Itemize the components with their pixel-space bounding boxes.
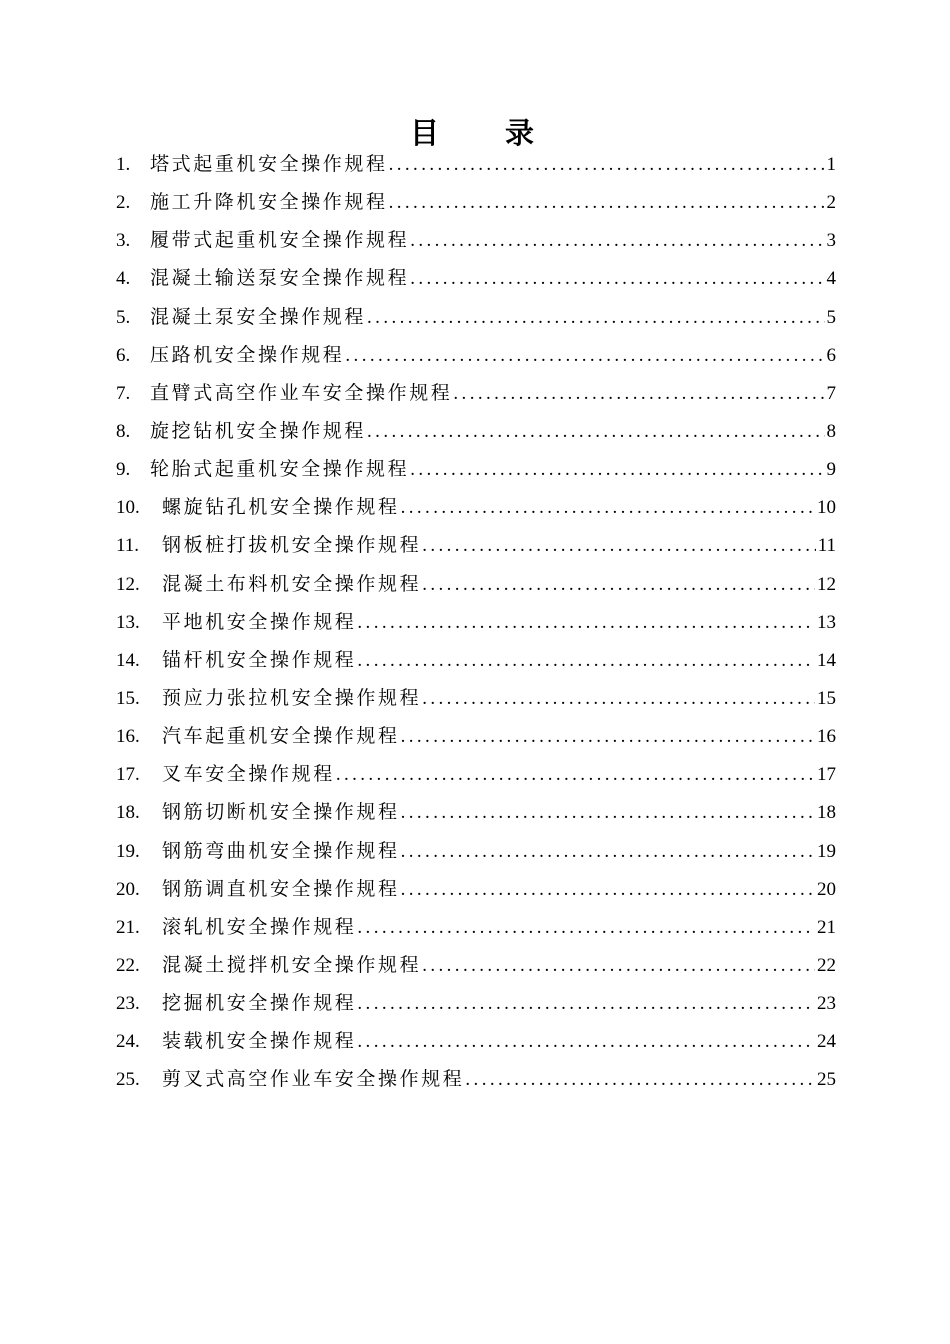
toc-entry-leader (357, 909, 815, 947)
toc-entry[interactable] (116, 603, 836, 641)
toc-entry-leader (367, 413, 824, 451)
toc-entry-page: 11 (817, 535, 836, 557)
toc-entry[interactable] (116, 565, 836, 603)
toc-entry-number: 10. (116, 497, 140, 519)
toc-entry[interactable] (116, 526, 836, 564)
toc-entry[interactable] (116, 488, 836, 526)
toc-entry-leader (401, 718, 815, 756)
toc-entry[interactable] (116, 145, 836, 183)
toc-entry-leader (465, 1061, 815, 1099)
toc-entry[interactable] (116, 1060, 836, 1098)
toc-entry[interactable] (116, 793, 836, 831)
toc-entry-title: 混凝土搅拌机安全操作规程 (162, 953, 422, 976)
toc-entry-number: 17. (116, 764, 140, 786)
toc-entry-title: 直臂式高空作业车安全操作规程 (150, 381, 453, 404)
toc-entry-number: 12. (116, 573, 140, 595)
toc-entry-leader (422, 527, 816, 565)
toc-entry-number: 7. (116, 382, 131, 404)
toc-entry[interactable] (116, 870, 836, 908)
toc-entry-page: 6 (826, 344, 836, 366)
toc-entry-title: 锚杆机安全操作规程 (162, 648, 357, 671)
toc-entry-page: 22 (817, 954, 836, 976)
toc-entry[interactable] (116, 336, 836, 374)
toc-entry-number: 19. (116, 840, 140, 862)
toc-entry[interactable] (116, 450, 836, 488)
toc-entry-page: 20 (817, 878, 836, 900)
toc-entry-page: 19 (817, 840, 836, 862)
toc-entry-title: 挖掘机安全操作规程 (162, 992, 357, 1015)
toc-entry[interactable] (116, 908, 836, 946)
toc-entry-page: 7 (826, 382, 836, 404)
toc-entry-page: 16 (817, 726, 836, 748)
toc-entry-page: 10 (817, 497, 836, 519)
toc-entry-leader (389, 146, 825, 184)
toc-entry-page: 14 (817, 649, 836, 671)
toc-entry-title: 施工升降机安全操作规程 (150, 191, 388, 214)
toc-entry-page: 9 (826, 459, 836, 481)
toc-entry-leader (422, 680, 815, 718)
toc-entry-number: 8. (116, 420, 131, 442)
toc-entry-leader (453, 375, 824, 413)
toc-entry[interactable] (116, 412, 836, 450)
toc-entry-number: 20. (116, 878, 140, 900)
toc-entry-title: 装载机安全操作规程 (162, 1030, 357, 1053)
toc-entry-number: 24. (116, 1031, 140, 1053)
toc-entry-title: 履带式起重机安全操作规程 (150, 229, 410, 252)
toc-entry-leader (401, 871, 815, 909)
toc-entry-title: 轮胎式起重机安全操作规程 (150, 458, 410, 481)
toc-entry-page: 4 (826, 268, 836, 290)
toc-entry-page: 13 (817, 611, 836, 633)
toc-entry-leader (410, 451, 824, 489)
toc-entry[interactable] (116, 1022, 836, 1060)
toc-entry-leader (401, 833, 815, 871)
toc-entry[interactable] (116, 221, 836, 259)
toc-entry-page: 24 (817, 1031, 836, 1053)
toc-entry-page: 21 (817, 916, 836, 938)
toc-entry-leader (401, 794, 815, 832)
toc-entry-page: 1 (826, 154, 836, 175)
toc-entry-title: 混凝土输送泵安全操作规程 (150, 267, 410, 290)
toc-entry-number: 3. (116, 230, 131, 252)
toc-entry[interactable] (116, 641, 836, 679)
toc-entry[interactable] (116, 374, 836, 412)
toc-entry-page: 25 (817, 1069, 836, 1091)
toc-entry-number: 5. (116, 306, 131, 328)
toc-entry-title: 钢筋调直机安全操作规程 (162, 877, 400, 900)
toc-entry-leader (357, 1023, 815, 1061)
toc-entry-title: 混凝土布料机安全操作规程 (162, 572, 422, 595)
toc-entry-number: 6. (116, 344, 131, 366)
toc-entry-title: 剪叉式高空作业车安全操作规程 (162, 1068, 465, 1091)
toc-entry-number: 4. (116, 268, 131, 290)
toc-entry[interactable] (116, 832, 836, 870)
toc-entry-number: 13. (116, 611, 140, 633)
toc-entry-leader (401, 489, 815, 527)
toc-entry-leader (410, 260, 824, 298)
toc-entry-page: 23 (817, 993, 836, 1015)
toc-entry-number: 15. (116, 687, 140, 709)
toc-entry-leader (357, 604, 815, 642)
toc-entry-title: 钢板桩打拔机安全操作规程 (162, 534, 422, 557)
toc-entry-title: 塔式起重机安全操作规程 (150, 153, 388, 175)
toc-entry[interactable] (116, 946, 836, 984)
toc-entry[interactable] (116, 298, 836, 336)
toc-entry-title: 压路机安全操作规程 (150, 343, 345, 366)
toc-entry-number: 22. (116, 954, 140, 976)
toc-entry-page: 15 (817, 687, 836, 709)
toc-entry-page: 8 (826, 420, 836, 442)
toc-entry-page: 18 (817, 802, 836, 824)
toc-entry-title: 叉车安全操作规程 (162, 763, 335, 786)
toc-entry-leader (357, 985, 815, 1023)
toc-entry-number: 18. (116, 802, 140, 824)
toc-entry-leader (345, 337, 824, 375)
toc-entry-title: 汽车起重机安全操作规程 (162, 725, 400, 748)
toc-entry-leader (389, 184, 825, 222)
toc-entry-number: 25. (116, 1069, 140, 1091)
toc-entry-title: 滚轧机安全操作规程 (162, 915, 357, 938)
toc-entry-title: 平地机安全操作规程 (162, 610, 357, 633)
toc-entry-number: 9. (116, 459, 131, 481)
toc-entry-title: 预应力张拉机安全操作规程 (162, 686, 422, 709)
toc-entry-page: 12 (817, 573, 836, 595)
toc-entry-leader (422, 566, 815, 604)
toc-entry-number: 2. (116, 192, 131, 214)
toc-entry-page: 17 (817, 764, 836, 786)
toc-entry-number: 11. (116, 535, 140, 557)
toc-entry[interactable] (116, 984, 836, 1022)
toc-entry-leader (367, 299, 824, 337)
toc-entry-title: 钢筋切断机安全操作规程 (162, 801, 400, 824)
toc-entry-leader (357, 642, 815, 680)
toc-entry-number: 16. (116, 726, 140, 748)
toc-entry-leader (422, 947, 815, 985)
toc-entry[interactable] (116, 183, 836, 221)
toc-entry-title: 钢筋弯曲机安全操作规程 (162, 839, 400, 862)
toc-entry[interactable] (116, 679, 836, 717)
toc-entry-number: 23. (116, 993, 140, 1015)
toc-entry-title: 螺旋钻孔机安全操作规程 (162, 496, 400, 519)
toc-title: 目 录 (409, 116, 563, 150)
toc-entry-leader (410, 222, 824, 260)
toc-entry-page: 3 (826, 230, 836, 252)
toc-entry-title: 混凝土泵安全操作规程 (150, 305, 367, 328)
toc-entry[interactable] (116, 259, 836, 297)
toc-entry-page: 2 (826, 192, 836, 214)
toc-entry-leader (336, 756, 815, 794)
toc-entry-page: 5 (826, 306, 836, 328)
toc-entry[interactable] (116, 755, 836, 793)
toc-entry-number: 14. (116, 649, 140, 671)
toc-entry-number: 21. (116, 916, 140, 938)
toc-list (116, 145, 836, 1099)
toc-entry-title: 旋挖钻机安全操作规程 (150, 419, 367, 442)
toc-entry[interactable] (116, 717, 836, 755)
toc-entry-number: 1. (116, 154, 131, 175)
